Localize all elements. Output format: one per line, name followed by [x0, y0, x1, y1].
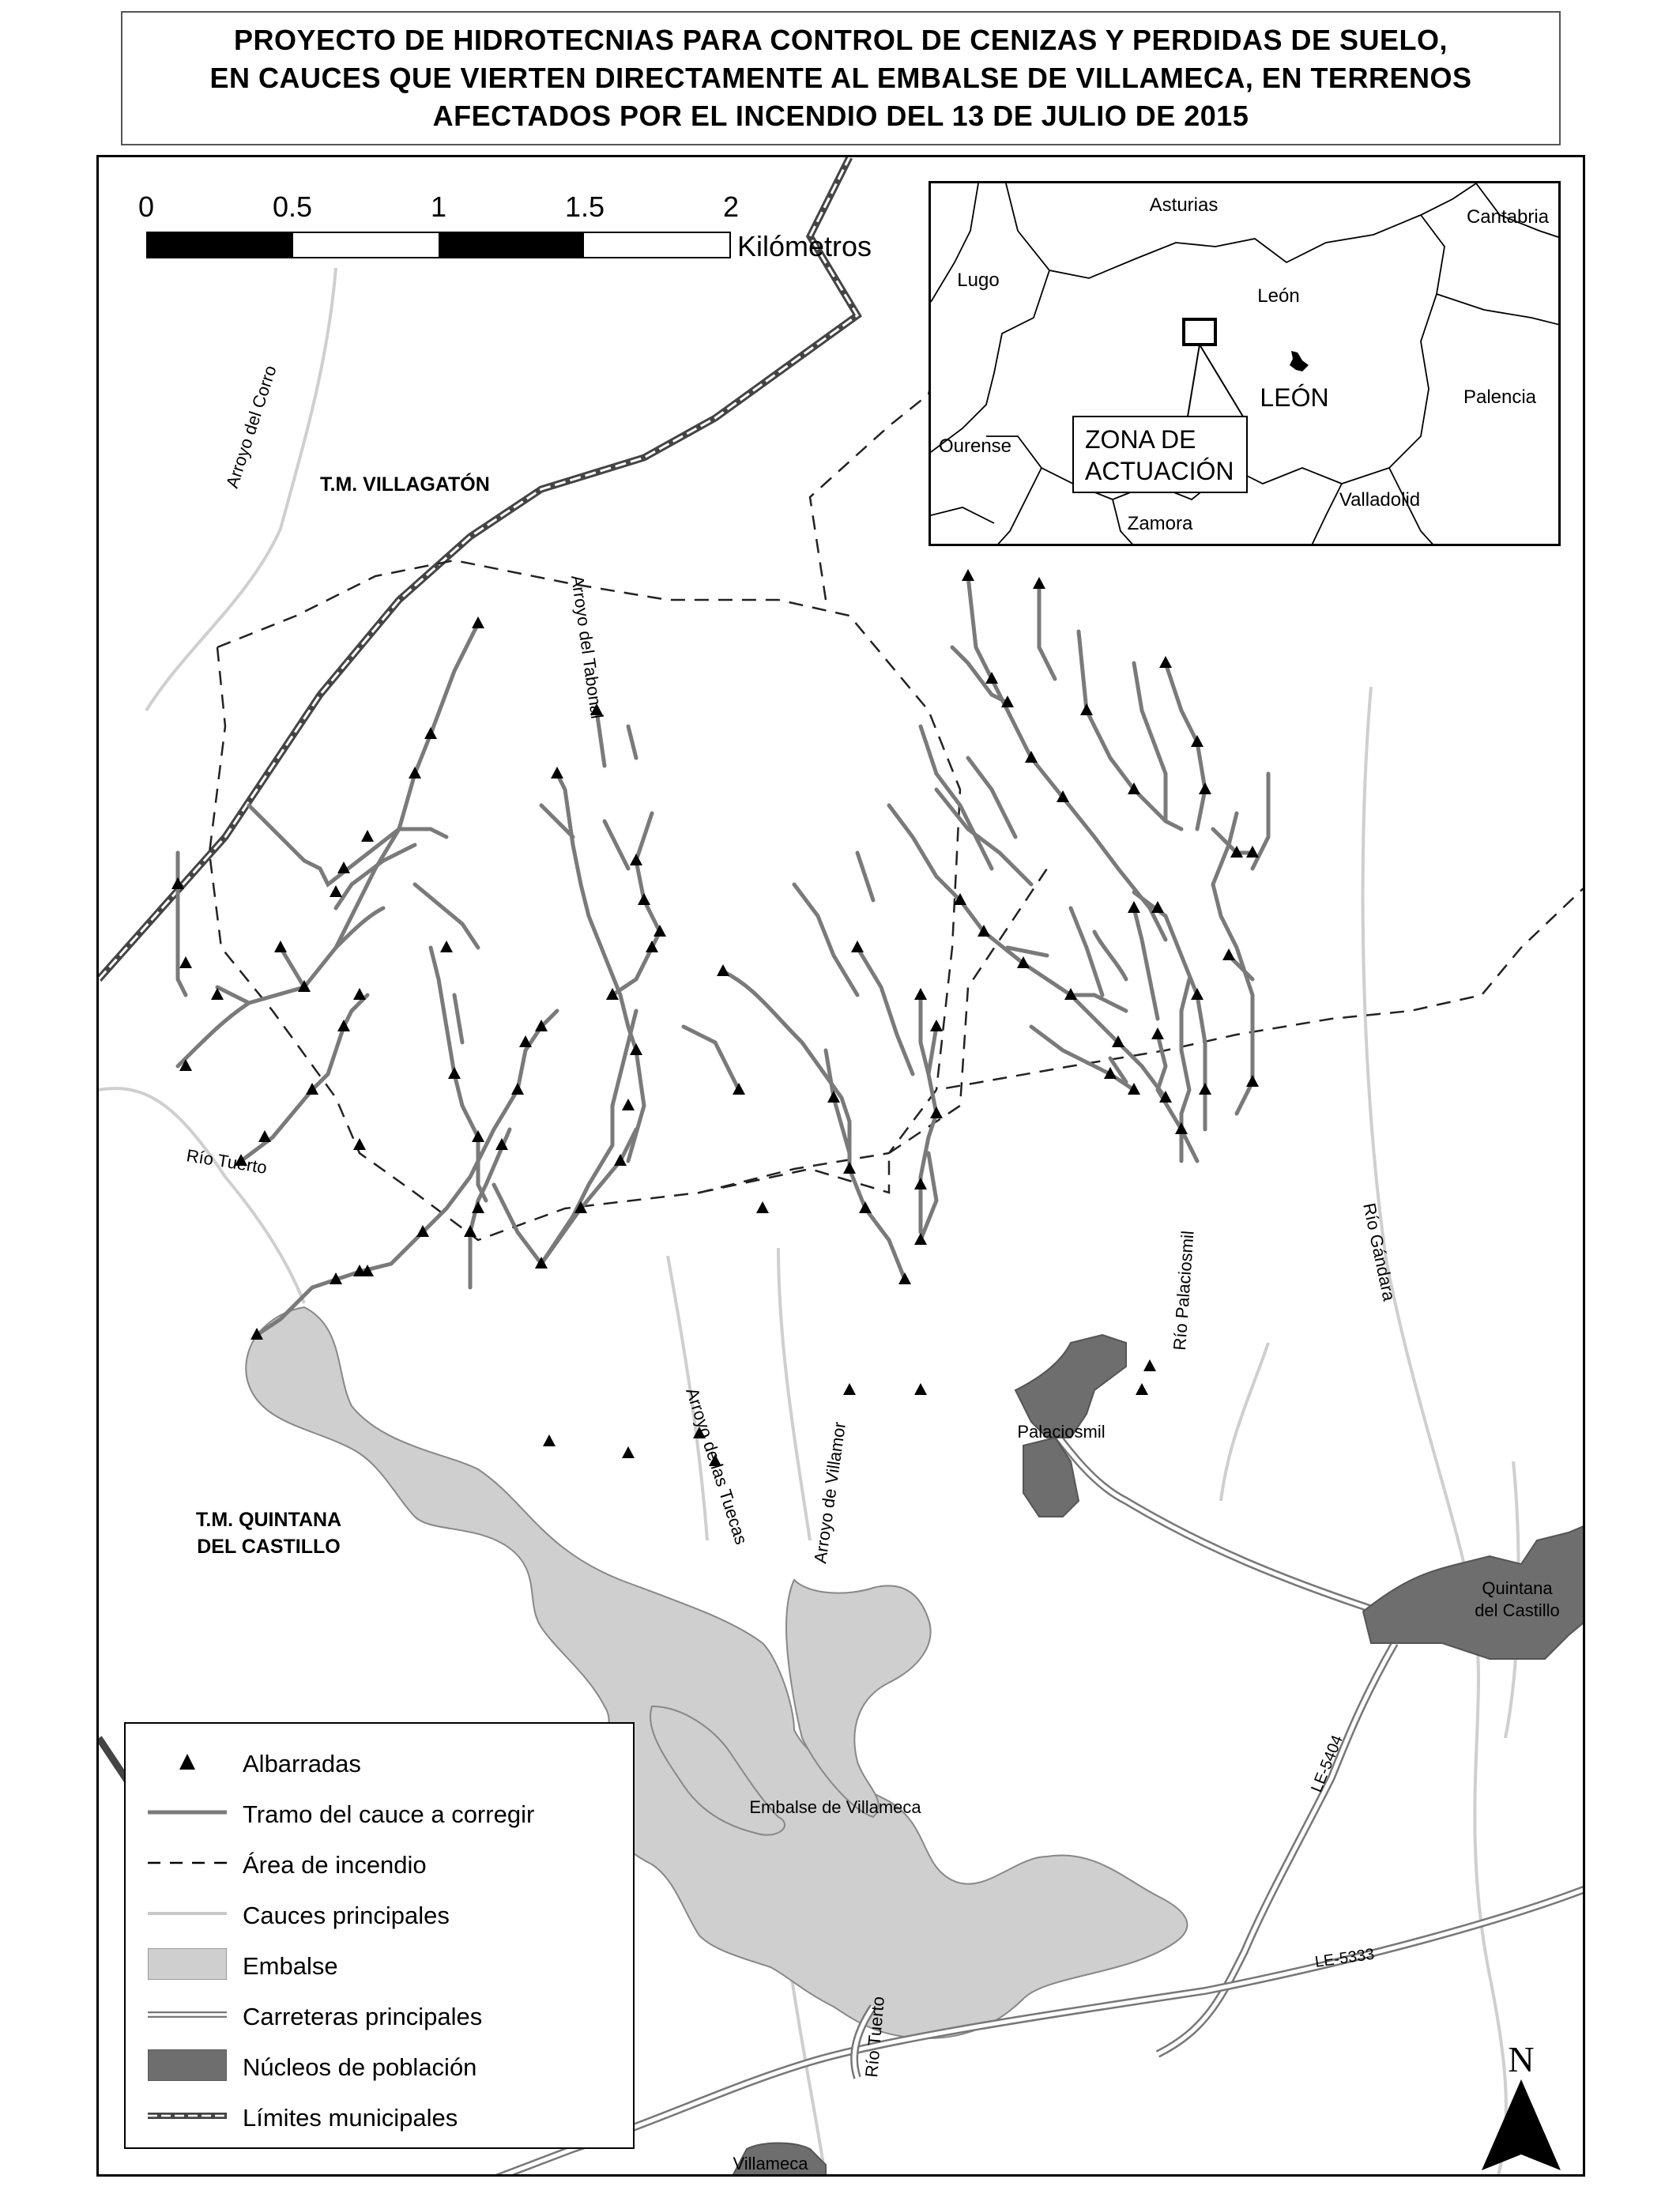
- label-arroyo-tuecas: Arroyo de las Tuecas: [682, 1385, 751, 1547]
- inset-label-leon-city: LEÓN: [1260, 383, 1329, 412]
- legend-row-embalse: [126, 1940, 633, 1988]
- reservoir-swatch-icon: [148, 1948, 227, 1980]
- label-arroyo-corro: Arroyo del Corro: [221, 363, 281, 491]
- albarrada-marker: [1159, 656, 1172, 668]
- albarrada-marker: [1033, 577, 1045, 589]
- albarrada-marker: [1143, 1359, 1156, 1371]
- title-line-2: EN CAUCES QUE VIERTEN DIRECTAMENTE AL EMBALSE DE VILLAMECA, EN TERRENOS: [209, 62, 1472, 94]
- scale-tick-0: 0: [137, 190, 155, 223]
- label-quintana-2: del Castillo: [1475, 1600, 1560, 1620]
- albarrada-marker: [756, 1201, 769, 1213]
- scale-tick-1-5: 1.5: [564, 190, 605, 223]
- albarrada-marker: [472, 1201, 484, 1213]
- label-arroyo-tabonal: Arroyo del Tabonal: [567, 574, 608, 720]
- zone-label-line-1: ZONA DE: [1085, 425, 1196, 454]
- albarrada-marker: [843, 1162, 856, 1174]
- albarrada-marker: [511, 1083, 524, 1095]
- label-road-le5333: LE-5333: [1313, 1945, 1376, 1971]
- legend-row-cauces: [126, 1890, 633, 1937]
- albarrada-marker: [179, 956, 192, 968]
- albarrada-marker: [448, 1067, 461, 1079]
- title-line-3: AFECTADOS POR EL INCENDIO DEL 13 DE JULIO DE 2015: [432, 100, 1249, 132]
- label-quintana-1: Quintana: [1482, 1578, 1553, 1598]
- north-arrow: [1474, 2038, 1569, 2173]
- albarrada-marker: [1151, 1027, 1164, 1039]
- label-tm-villagaton: T.M. VILLAGATÓN: [320, 473, 490, 496]
- albarrada-marker: [274, 941, 287, 952]
- municipal-limit: [99, 157, 857, 1849]
- map-frame: [96, 155, 1585, 2177]
- label-tm-quintana-1: T.M. QUINTANA: [195, 1509, 342, 1531]
- albarrada-marker: [1222, 948, 1235, 960]
- north-arrow-icon: [1474, 2079, 1569, 2174]
- albarrada-marker: [914, 988, 927, 1000]
- leon-city-icon: [1290, 351, 1309, 371]
- label-arroyo-villamor: Arroyo de Villamor: [810, 1420, 850, 1565]
- albarrada-marker: [1191, 988, 1203, 1000]
- albarrada-marker: [930, 1106, 943, 1118]
- legend-row-area: [126, 1839, 633, 1887]
- label-rio-tuerto-south: Río Tuerto: [861, 1995, 888, 2079]
- stream-segment-icon: [148, 1796, 227, 1828]
- map-title-box: [121, 11, 1561, 145]
- zone-label-line-2: ACTUACIÓN: [1085, 457, 1234, 485]
- legend-label-area: Área de incendio: [243, 1851, 427, 1879]
- albarrada-marker: [543, 1434, 556, 1446]
- albarrada-marker: [361, 830, 374, 842]
- label-villameca: Villameca: [733, 2154, 808, 2173]
- main-stream-icon: [148, 1898, 227, 1929]
- label-road-le5404: LE-5404: [1308, 1732, 1347, 1795]
- albarrada-marker: [424, 727, 437, 739]
- scale-bar-graphic: [146, 232, 731, 258]
- stream-segments: [178, 576, 1268, 1335]
- inset-label-valladolid: Valladolid: [1339, 489, 1421, 511]
- scale-tick-2: 2: [722, 190, 740, 223]
- albarrada-marker: [630, 854, 642, 865]
- legend-label-carreteras: Carreteras principales: [243, 2003, 483, 2030]
- albarrada-marker: [409, 767, 421, 778]
- albarrada-marker: [353, 1138, 366, 1150]
- legend-label-limites: Límites municipales: [243, 2104, 458, 2132]
- legend-label-cauces: Cauces principales: [243, 1902, 450, 1929]
- legend-label-nucleos: Núcleos de población: [243, 2053, 477, 2081]
- north-label: N: [1508, 2039, 1535, 2079]
- road-icon: [148, 1999, 227, 2030]
- legend-label-albarradas: Albarradas: [243, 1750, 361, 1777]
- inset-label-asturias: Asturias: [1149, 194, 1219, 216]
- albarrada-marker: [440, 941, 453, 952]
- albarrada-marker: [930, 1020, 943, 1031]
- settlement-swatch-icon: [148, 2049, 227, 2081]
- albarrada-marker: [472, 616, 484, 628]
- label-rio-gandara: Río Gándara: [1359, 1201, 1399, 1303]
- legend: [124, 1722, 635, 2149]
- triangle-icon: [148, 1746, 227, 1777]
- title-line-1: PROYECTO DE HIDROTECNIAS PARA CONTROL DE CENIZAS Y PERDIDAS DE SUELO,: [233, 24, 1448, 56]
- inset-label-lugo: Lugo: [957, 270, 1000, 291]
- albarrada-marker: [914, 1178, 927, 1189]
- albarrada-marker: [1246, 1075, 1259, 1087]
- zone-marker: [1184, 319, 1215, 345]
- legend-label-embalse: Embalse: [243, 1952, 338, 1980]
- label-rio-palaciosmil: Río Palaciosmil: [1170, 1230, 1198, 1351]
- municipal-limit-icon: [148, 2100, 227, 2132]
- legend-row-nucleos: [126, 2041, 633, 2089]
- albarrada-marker: [914, 1233, 927, 1245]
- inset-label-leon: León: [1257, 285, 1300, 307]
- albarrada-marker: [258, 1130, 271, 1142]
- albarrada-marker: [851, 941, 864, 952]
- legend-label-tramo: Tramo del cauce a corregir: [243, 1800, 535, 1828]
- inset-label-cantabria: Cantabria: [1466, 206, 1550, 228]
- scale-bar: [137, 190, 936, 285]
- albarrada-marker: [1080, 703, 1093, 715]
- legend-row-albarradas: [126, 1738, 633, 1785]
- albarrada-marker: [914, 1383, 927, 1395]
- albarrada-marker: [638, 893, 650, 905]
- albarrada-marker: [1128, 901, 1140, 913]
- label-palaciosmil: Palaciosmil: [1017, 1422, 1106, 1442]
- albarrada-marker: [622, 1446, 635, 1458]
- legend-row-limites: [126, 2092, 633, 2139]
- albarrada-marker: [859, 1201, 872, 1213]
- scale-tick-0-5: 0.5: [272, 190, 313, 223]
- albarrada-marker: [1199, 782, 1211, 794]
- inset-label-palencia: Palencia: [1463, 386, 1537, 408]
- legend-row-carreteras: [126, 1991, 633, 2038]
- albarrada-marker: [464, 1225, 477, 1237]
- location-inset: [929, 181, 1561, 546]
- legend-row-tramo: [126, 1789, 633, 1836]
- albarrada-marker: [330, 885, 342, 897]
- albarrada-marker: [843, 1383, 856, 1395]
- dashed-line-icon: [148, 1847, 227, 1879]
- inset-map: [931, 183, 1561, 546]
- label-tm-quintana-2: DEL CASTILLO: [197, 1536, 341, 1558]
- albarrada-marker: [1136, 1383, 1148, 1395]
- scale-tick-1: 1: [430, 190, 447, 223]
- label-embalse: Embalse de Villameca: [749, 1797, 921, 1817]
- albarrada-marker: [353, 988, 366, 1000]
- albarrada-marker: [962, 569, 974, 581]
- albarrada-marker: [1199, 1083, 1211, 1095]
- albarrada-marker: [717, 964, 729, 976]
- albarrada-marker: [898, 1272, 911, 1284]
- scale-unit: Kilómetros: [737, 230, 872, 262]
- inset-label-zamora: Zamora: [1127, 513, 1193, 534]
- inset-label-ourense: Ourense: [938, 435, 1012, 457]
- albarrada-marker: [630, 1043, 642, 1055]
- label-rio-tuerto: Río Tuerto: [185, 1145, 269, 1178]
- albarrada-marker: [622, 1099, 635, 1110]
- albarrada-marker: [551, 767, 563, 778]
